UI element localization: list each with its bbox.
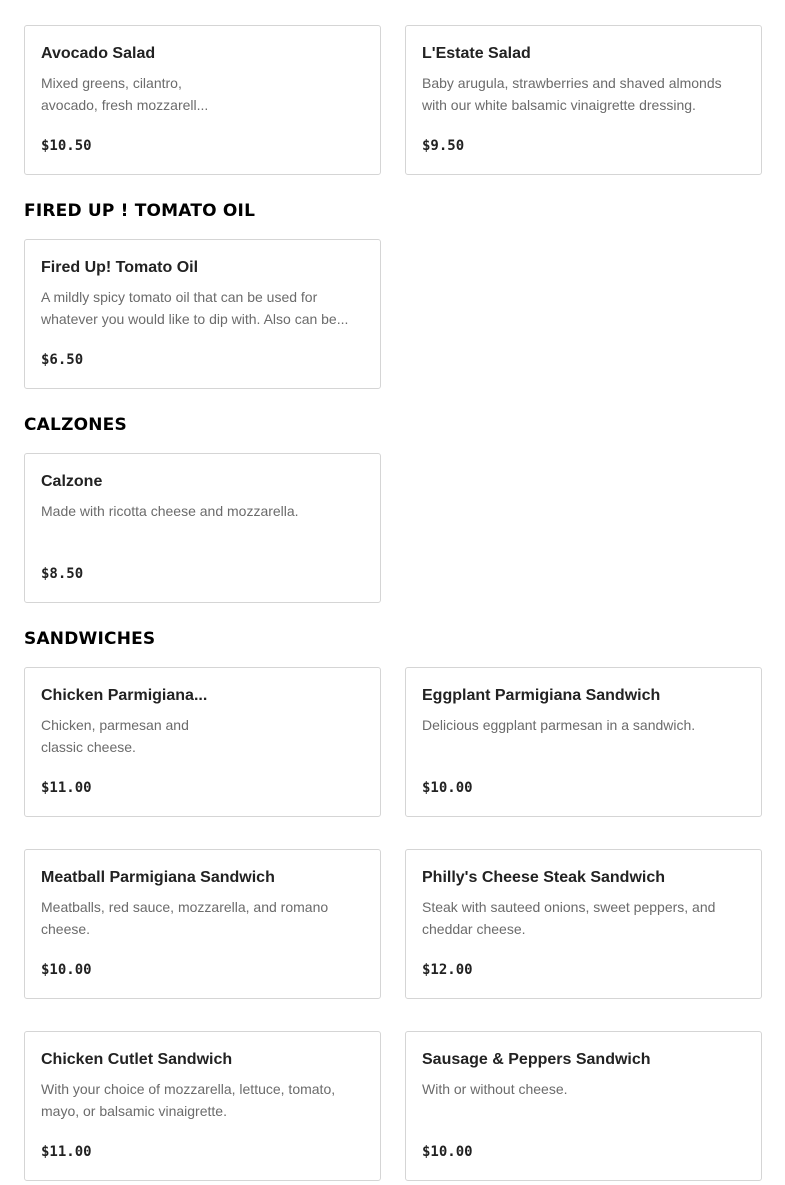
- menu-item-card-chicken-parmigiana[interactable]: [24, 667, 381, 817]
- item-price: $11.00: [41, 1144, 92, 1160]
- description-line: Steak with sauteed onions, sweet peppers, and: [422, 899, 716, 915]
- description-line: With or without cheese.: [422, 1081, 568, 1097]
- item-description: [422, 714, 695, 736]
- description-line: A mildly spicy tomato oil that can be used for: [41, 289, 318, 305]
- description-line: whatever you would like to dip with. Also can be...: [41, 311, 349, 327]
- item-price: $11.00: [41, 780, 92, 796]
- item-description: [41, 1078, 335, 1122]
- item-description: [41, 896, 328, 940]
- section-title-tomato-oil: FIRED UP ! TOMATO OIL: [24, 201, 256, 221]
- item-name: Sausage & Peppers Sandwich: [422, 1051, 651, 1068]
- item-description: [422, 72, 722, 116]
- item-price: $10.50: [41, 138, 92, 154]
- item-price: $10.00: [422, 780, 473, 796]
- menu-item-card-calzone[interactable]: [24, 453, 381, 603]
- description-line: cheese.: [41, 921, 91, 937]
- description-line: cheddar cheese.: [422, 921, 526, 937]
- item-name: Fired Up! Tomato Oil: [41, 259, 199, 276]
- description-line: mayo, or balsamic vinaigrette.: [41, 1103, 227, 1119]
- description-line: Baby arugula, strawberries and shaved almonds: [422, 75, 722, 91]
- description-line: Chicken, parmesan and: [41, 717, 189, 733]
- item-price: $10.00: [422, 1144, 473, 1160]
- description-line: classic cheese.: [41, 739, 136, 755]
- description-line: Delicious eggplant parmesan in a sandwich.: [422, 717, 696, 733]
- menu-item-card-lestate-salad[interactable]: [405, 25, 762, 175]
- item-price: $10.00: [41, 962, 92, 978]
- item-description: [422, 896, 715, 940]
- description-line: Meatballs, red sauce, mozzarella, and romano: [41, 899, 329, 915]
- description-line: Mixed greens, cilantro,: [41, 75, 182, 91]
- item-description: [41, 286, 348, 330]
- menu-item-card-meatball-parmigiana[interactable]: [24, 849, 381, 999]
- item-description: [41, 72, 208, 116]
- section-title-sandwiches: SANDWICHES: [24, 629, 156, 649]
- menu-item-card-chicken-cutlet[interactable]: [24, 1031, 381, 1181]
- item-price: $6.50: [41, 352, 84, 368]
- description-line: Made with ricotta cheese and mozzarella.: [41, 503, 299, 519]
- menu-item-card-sausage-peppers[interactable]: [405, 1031, 762, 1181]
- item-name: Meatball Parmigiana Sandwich: [41, 869, 275, 886]
- item-name: Chicken Parmigiana...: [41, 687, 208, 704]
- menu-item-card-avocado-salad[interactable]: [24, 25, 381, 175]
- item-description: [41, 714, 189, 758]
- item-name: Avocado Salad: [41, 45, 156, 62]
- item-name: Philly's Cheese Steak Sandwich: [422, 869, 666, 886]
- item-name: Chicken Cutlet Sandwich: [41, 1051, 233, 1068]
- menu-item-card-tomato-oil[interactable]: [24, 239, 381, 389]
- description-line: avocado, fresh mozzarell...: [41, 97, 209, 113]
- description-line: With your choice of mozzarella, lettuce, tomato,: [41, 1081, 336, 1097]
- menu-item-card-philly-cheese-steak[interactable]: [405, 849, 762, 999]
- item-price: $9.50: [422, 138, 465, 154]
- item-price: $8.50: [41, 566, 84, 582]
- item-description: [422, 1078, 568, 1100]
- item-name: Calzone: [41, 473, 103, 490]
- description-line: with our white balsamic vinaigrette dressing.: [422, 97, 696, 113]
- menu-item-card-eggplant-parmigiana[interactable]: [405, 667, 762, 817]
- item-description: [41, 500, 299, 522]
- item-name: L'Estate Salad: [422, 45, 531, 62]
- item-price: $12.00: [422, 962, 473, 978]
- section-title-calzones: CALZONES: [24, 415, 127, 435]
- item-name: Eggplant Parmigiana Sandwich: [422, 687, 661, 704]
